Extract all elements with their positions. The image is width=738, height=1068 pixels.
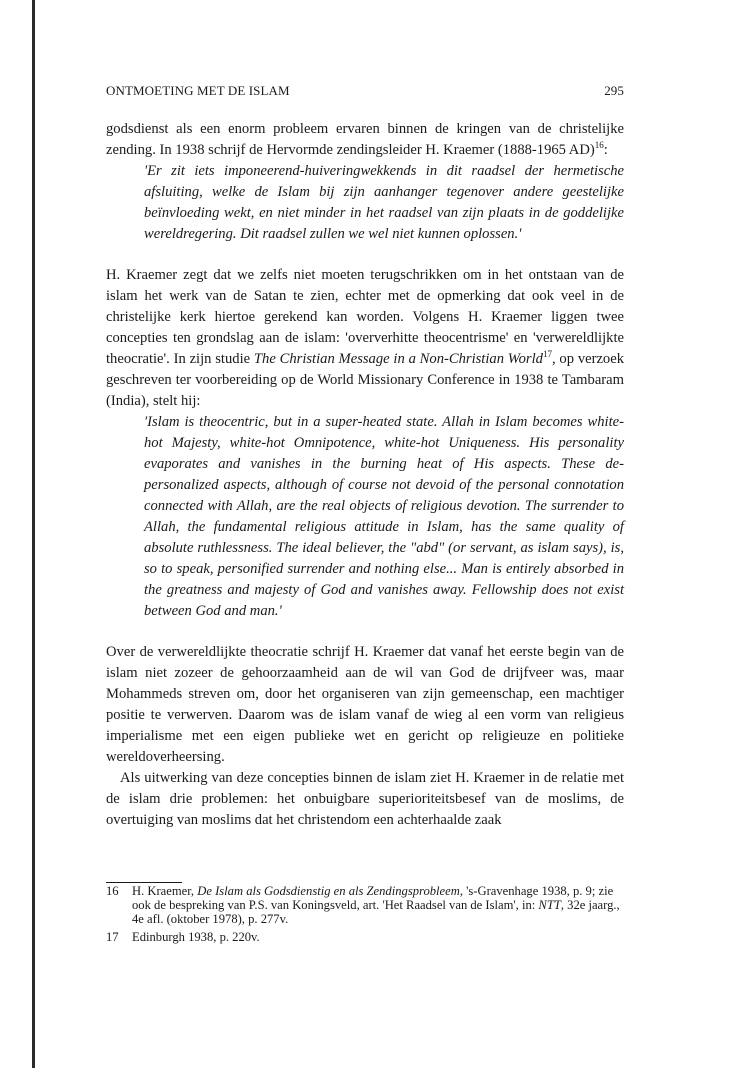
paragraph-3: Over de verwereldlijkte theocratie schrijf H. Kraemer dat vanaf het eerste begin van de islam niet zozeer de gehoorzaamheid aan de wil van God de drijfveer was, maar Mohammeds streven om, door het organiseren van zijn gemeenschap, een machtiger positie te verwerven. Daarom was de islam vanaf de wieg al een vorm van religieus imperialisme met een eigen publieke wet en gericht op religieuze en politieke wereldoverheersing. bbox=[106, 644, 624, 765]
paragraph-1: godsdienst als een enorm probleem ervaren binnen de kringen van de christelijke zending. In 1938 schrijf de Hervormde zendingsleider H. Kraemer (1888-1965 AD)$^{16}$: bbox=[106, 121, 624, 158]
running-title: ONTMOETING MET DE ISLAM bbox=[106, 83, 290, 98]
footnote-number: 17 bbox=[106, 930, 119, 944]
page-number: 295 bbox=[604, 83, 624, 98]
block-quote-1: 'Er zit iets imponeerend-huiveringwekkends in dit raadsel der hermetische afsluiting, welke de Islam bij zijn aanhanger tegenover andere geestelijke beïnvloeding wekt, en niet minder in het raadsel van zijn plaats in de goddelijke wereldregering. Dit raadsel zullen we wel niet kunnen oplossen.' bbox=[144, 163, 624, 242]
page-body bbox=[106, 80, 624, 831]
paragraph-2: H. Kraemer zegt dat we zelfs niet moeten terugschrikken om in het ontstaan van de islam het werk van de Satan te zien, echter met de opmerking dat ook veel in de christelijke kerk hiertoe gerekend kan worden. Volgens H. Kraemer liggen twee concepties ten grondslag aan de islam: 'oververhitte theocentrisme' en 'verwereldlijkte theocratie'. In zijn studie The Christian Message in a Non-Christian World$^{17}$, op verzoek geschreven ter voorbereiding op de World Missionary Conference in 1938 te Tambaram (India), stelt hij: bbox=[106, 267, 624, 409]
running-header bbox=[106, 80, 624, 101]
footnote-text: Edinburgh 1938, p. 220v. bbox=[132, 930, 260, 944]
footnote-ref-16[interactable]: 16 bbox=[594, 140, 604, 151]
footnote-text: H. Kraemer, De Islam als Godsdienstig en als Zendingsprobleem, 's-Gravenhage 1938, p. 9; zie ook de bespreking van P.S. van Koningsveld, art. 'Het Raadsel van de Islam', in: NTT, 32e jaarg., 4e afl. (oktober 1978), p. 277v. bbox=[132, 884, 620, 926]
book-title: The Christian Message in a Non-Christian World bbox=[253, 351, 543, 367]
footnotes bbox=[106, 884, 624, 948]
scan-edge-shadow bbox=[0, 0, 36, 1068]
block-quote-2: 'Islam is theocentric, but in a super-heated state. Allah in Islam becomes white-hot Majesty, white-hot Omnipotence, white-hot Uniqueness. His personality evaporates and vanishes in the burning heat of His aspects. These de-personalized aspects, although of course not devoid of the personal connotation connected with Allah, are the real objects of religious devotion. The surrender to Allah, the fundamental religious attitude in Islam, has the same quality of absolute ruthlessness. The ideal believer, the "abd" (or servant, as islam says), is, so to speak, personified surrender and nothing else... Man is entirely absorbed in the greatness and majesty of God and vanishes away. Fellowship does not exist between God and man.' bbox=[144, 414, 624, 619]
footnote-number: 16 bbox=[106, 884, 119, 898]
footnote-rule bbox=[106, 882, 182, 883]
footnote-17 bbox=[106, 930, 624, 944]
paragraph-4: Als uitwerking van deze concepties binnen de islam ziet H. Kraemer in de relatie met de islam drie problemen: het onbuigbare superioriteitsbesef van de moslims, de overtuiging van moslims dat het christendom een achterhaalde zaak bbox=[106, 770, 624, 828]
footnote-16 bbox=[106, 884, 624, 926]
footnote-ref-17[interactable]: 17 bbox=[542, 349, 552, 360]
